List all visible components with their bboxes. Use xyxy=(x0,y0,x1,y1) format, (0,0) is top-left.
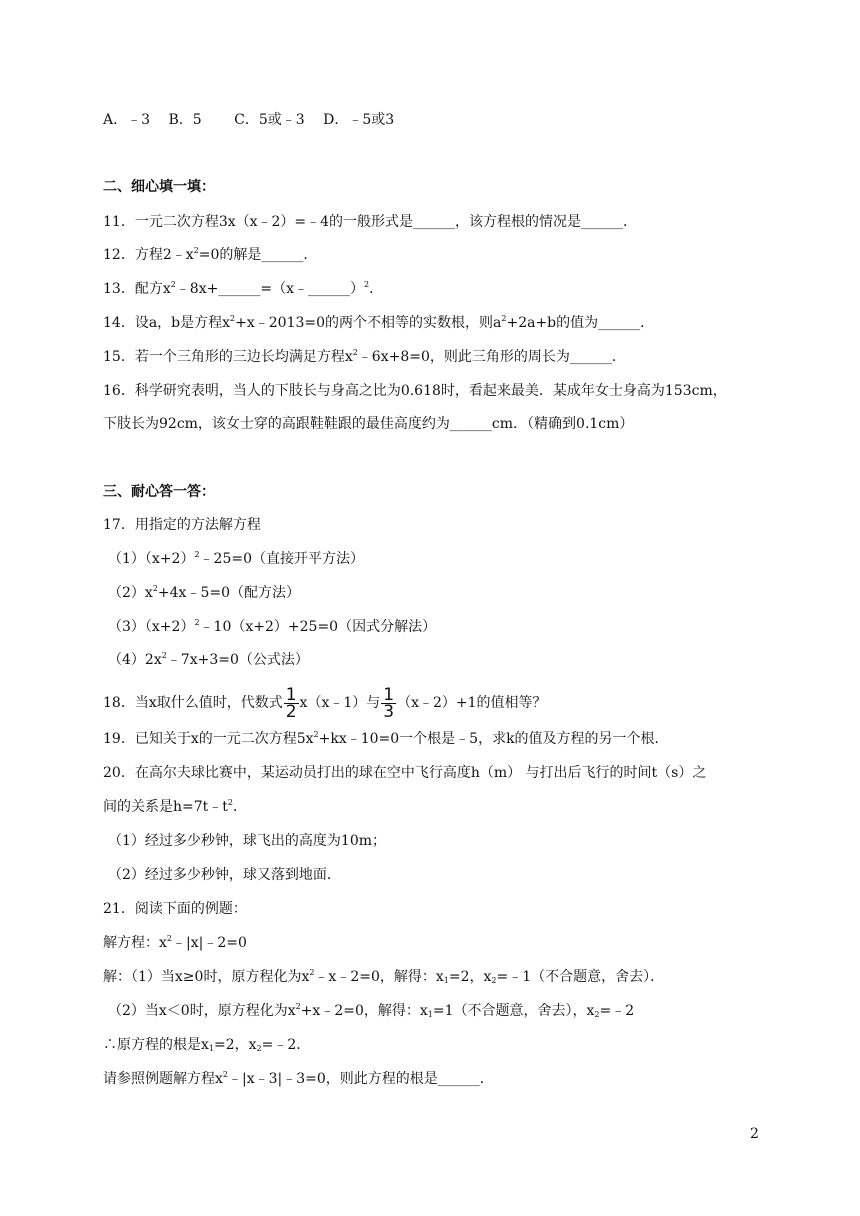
q21-s2-sup: 2 xyxy=(295,1002,301,1011)
q17-p4-text-2: ﹣7x+3=0（公式法） xyxy=(166,652,309,668)
q15-text-1: 15．若一个三角形的三边长均满足方程x xyxy=(103,349,353,365)
fraction-1-numerator: 1 xyxy=(285,684,297,705)
q17-p3-text-2: ﹣10（x+2）+25=0（因式分解法） xyxy=(199,619,437,635)
q13-sup-1: 2 xyxy=(170,280,176,289)
q21-s1-sup: 2 xyxy=(309,968,315,977)
q17-part-2 xyxy=(108,583,300,603)
question-21-title: 21．阅读下面的例题： xyxy=(103,901,247,917)
q20-text-1: 间的关系是h=7t﹣t xyxy=(103,799,228,815)
question-16-line-2: 下肢长为92cm，该女士穿的高跟鞋鞋跟的最佳高度约为______cm．（精确到0.1cm） xyxy=(103,416,634,432)
q14-sup-1: 2 xyxy=(230,314,236,323)
q21-s1-text-1: 解：（1）当x≥0时，原方程化为x xyxy=(103,969,310,985)
q17-p1-text-1: （1）（x+2） xyxy=(108,551,195,567)
q21-solution-2 xyxy=(108,1001,634,1021)
question-13 xyxy=(103,279,383,299)
q21-s1-sub-1: 1 xyxy=(443,976,449,985)
q20-text-2: ． xyxy=(233,799,247,815)
q17-part-3 xyxy=(108,617,436,637)
option-c: C．5或﹣3 xyxy=(234,112,305,128)
q21-c-text-2: =2，x xyxy=(214,1037,257,1053)
q17-p1-sup: 2 xyxy=(194,550,200,559)
q13-text-3: ． xyxy=(369,281,384,297)
q21-q-text-1: 请参照例题解方程x xyxy=(103,1071,223,1087)
q21-q-text-2: ﹣|x﹣3|﹣3=0，则此方程的根是______． xyxy=(228,1071,494,1087)
q13-text-2: ﹣8x+______=（x﹣______） xyxy=(175,281,364,297)
q10-options xyxy=(103,110,394,130)
q21-s2-sub-1: 1 xyxy=(427,1010,433,1019)
q17-p3-sup: 2 xyxy=(194,618,200,627)
q14-text-2: +x﹣2013=0的两个不相等的实数根，则a xyxy=(235,315,502,331)
q21-s2-text-3: =1（不合题意，舍去），x xyxy=(432,1003,595,1019)
q15-sup: 2 xyxy=(352,348,358,357)
question-12 xyxy=(103,245,317,265)
fraction-2-numerator: 1 xyxy=(383,684,395,705)
q14-text-1: 14．设a，b是方程x xyxy=(103,315,231,331)
q14-text-3: +2a+b的值为______． xyxy=(506,315,655,331)
q20-part-2: （2）经过多少秒钟，球又落到地面． xyxy=(108,867,341,883)
q17-part-1 xyxy=(108,549,364,569)
q19-text-2: +kx﹣10=0一个根是﹣5，求k的值及方程的另一个根． xyxy=(318,731,669,747)
q21-q-sup: 2 xyxy=(222,1070,228,1079)
q21-s1-sub-2: 2 xyxy=(491,976,497,985)
q13-text-1: 13．配方x xyxy=(103,281,171,297)
question-15 xyxy=(103,347,626,367)
q21-eq-text-2: ﹣|x|﹣2=0 xyxy=(172,935,247,951)
q17-p4-text-1: （4）2x xyxy=(108,652,162,668)
q20-part-1: （1）经过多少秒钟，球飞出的高度为10m； xyxy=(108,833,386,849)
q21-c-text-1: ∴原方程的根是x xyxy=(103,1037,209,1053)
q18-text-1: 18．当x取什么值时，代数式 xyxy=(103,695,283,711)
q21-question xyxy=(103,1069,494,1089)
q13-sup-2: 2 xyxy=(363,280,370,289)
question-14 xyxy=(103,313,654,333)
q15-text-2: ﹣6x+8=0，则此三角形的周长为______． xyxy=(357,349,626,365)
q12-text-1: 12．方程2﹣x xyxy=(103,247,194,263)
fraction-2-denominator: 3 xyxy=(383,701,395,722)
question-19 xyxy=(103,729,669,749)
q21-s2-text-1: （2）当x＜0时，原方程化为x xyxy=(108,1003,296,1019)
q18-text-3: （x﹣2）+1的值相等？ xyxy=(397,695,547,711)
q17-p2-text-1: （2）x xyxy=(108,585,153,601)
q21-equation xyxy=(103,933,247,953)
q21-s1-text-2: ﹣x﹣2=0，解得：x xyxy=(314,969,444,985)
q21-eq-sup: 2 xyxy=(166,934,172,943)
q21-s1-text-3: =2，x xyxy=(448,969,492,985)
question-16-line-1: 16．科学研究表明，当人的下肢长与身高之比为0.618时，看起来最美．某成年女士身高为153cm， xyxy=(103,383,727,399)
option-b: B．5 xyxy=(168,112,202,128)
q20-sup: 2 xyxy=(227,798,233,807)
question-18 xyxy=(103,684,547,722)
q21-c-text-3: =﹣2． xyxy=(261,1037,311,1053)
q17-p4-sup: 2 xyxy=(161,651,167,660)
q17-part-4 xyxy=(108,650,309,670)
q11-text: 11．一元二次方程3x（x﹣2）=﹣4的一般形式是______，该方程根的情况是______． xyxy=(103,214,638,230)
q21-c-sub-1: 1 xyxy=(208,1044,214,1053)
option-a: A．﹣3 xyxy=(103,112,151,128)
page-number: 2 xyxy=(750,1126,759,1142)
q19-sup: 2 xyxy=(313,730,319,739)
question-17-title: 17．用指定的方法解方程 xyxy=(103,517,261,533)
fraction-one-half xyxy=(284,684,299,722)
q21-eq-text-1: 解方程：x xyxy=(103,935,167,951)
option-d: D．﹣5或3 xyxy=(323,112,395,128)
question-11 xyxy=(103,212,637,232)
q18-text-2: x（x﹣1）与 xyxy=(299,695,381,711)
q12-sup: 2 xyxy=(193,246,199,255)
q21-s2-text-4: =﹣2 xyxy=(599,1003,635,1019)
fraction-one-third xyxy=(381,684,396,722)
q17-p2-text-2: +4x﹣5=0（配方法） xyxy=(157,585,300,601)
q12-text-2: =0的解是______． xyxy=(198,247,318,263)
question-20-line-1: 20．在高尔夫球比赛中，某运动员打出的球在空中飞行高度h（m） 与打出后飞行的时间t（s）之 xyxy=(103,765,707,781)
q21-s1-text-4: =﹣1（不合题意，舍去）． xyxy=(496,969,665,985)
q21-s2-text-2: +x﹣2=0，解得：x xyxy=(300,1003,428,1019)
fraction-1-denominator: 2 xyxy=(285,701,297,722)
section-3-title: 三、耐心答一答： xyxy=(103,484,215,500)
q21-solution-1 xyxy=(103,967,664,987)
q21-s2-sub-2: 2 xyxy=(594,1010,600,1019)
q14-sup-2: 2 xyxy=(501,314,507,323)
q17-p2-sup: 2 xyxy=(152,584,158,593)
q19-text-1: 19．已知关于x的一元二次方程5x xyxy=(103,731,314,747)
q17-p3-text-1: （3）（x+2） xyxy=(108,619,195,635)
q21-conclusion xyxy=(103,1035,310,1055)
q17-p1-text-2: ﹣25=0（直接开平方法） xyxy=(199,551,364,567)
question-20-line-2 xyxy=(103,797,247,817)
q21-c-sub-2: 2 xyxy=(256,1044,262,1053)
section-2-title: 二、细心填一填： xyxy=(103,179,215,195)
